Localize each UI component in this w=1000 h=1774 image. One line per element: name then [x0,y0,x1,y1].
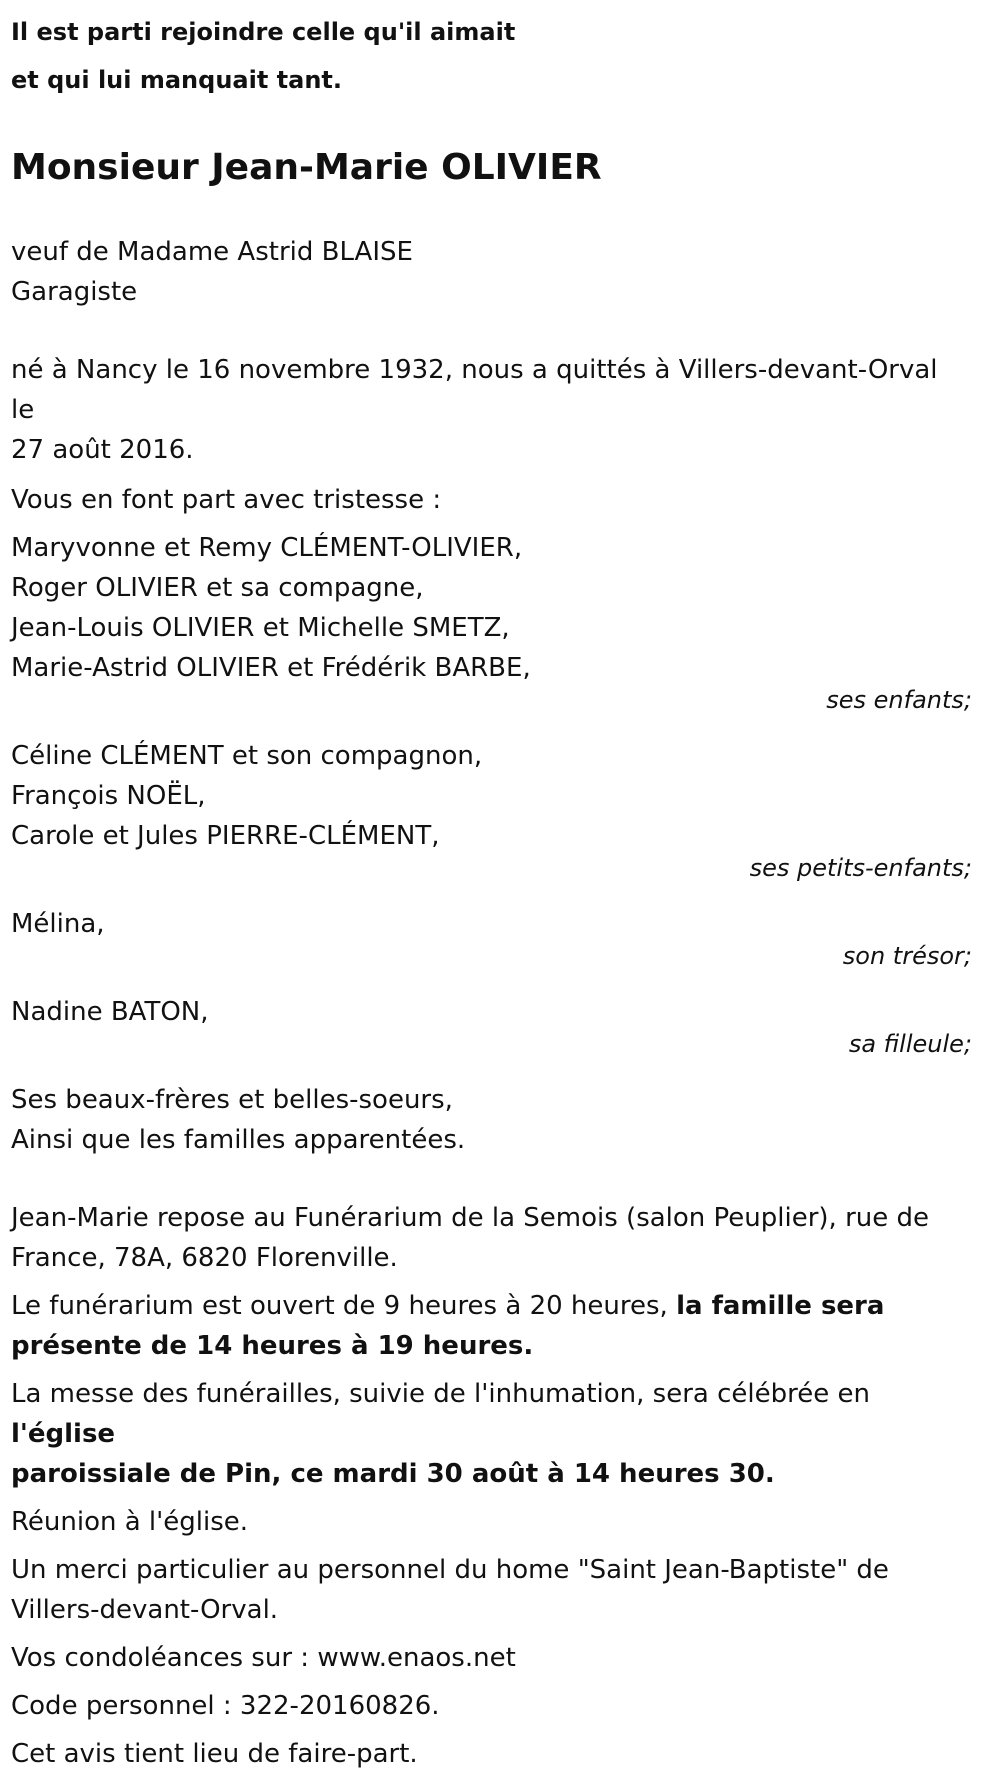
thanks-line-2: Villers-devant-Orval. [11,1595,279,1625]
mass-paragraph [11,1374,960,1494]
birth-death-line-1: né à Nancy le 16 novembre 1932, nous a quittés à Villers-devant-Orval le [11,355,938,425]
profession-line: Garagiste [11,277,138,307]
mass-text: La messe des funérailles, suivie de l'inhumation, sera célébrée en [11,1379,870,1409]
birth-death-paragraph [11,350,960,470]
thanks-paragraph [11,1550,960,1630]
thanks-line-1: Un merci particulier au personnel du home "Saint Jean-Baptiste" de [11,1555,889,1585]
rest-place-line-1: Jean-Marie repose au Funérarium de la Semois (salon Peuplier), rue de [11,1203,930,1233]
deceased-name: Monsieur Jean-Marie OLIVIER [11,147,602,188]
grandchildren-label: ses petits-enfants; [749,854,972,882]
other-relatives-2: Ainsi que les familles apparentées. [11,1125,466,1155]
children-label: ses enfants; [826,686,972,714]
personal-code: Code personnel : 322-20160826. [11,1691,440,1721]
goddaughter-label: sa filleule; [848,1030,972,1058]
children-list [11,528,960,688]
meeting-text: Réunion à l'église. [11,1507,249,1537]
church-details: paroissiale de Pin, ce mardi 30 août à 14 heures 30. [11,1459,775,1489]
treasure-label: son trésor; [842,942,972,970]
rest-place-paragraph [11,1198,960,1278]
spouse-line: veuf de Madame Astrid BLAISE [11,237,413,267]
intro-line-2: et qui lui manquait tant. [11,66,342,94]
grandchild-3: Carole et Jules PIERRE-CLÉMENT, [11,821,440,851]
church-start: l'église [11,1419,116,1449]
child-2: Roger OLIVIER et sa compagne, [11,573,424,603]
child-4: Marie-Astrid OLIVIER et Frédérik BARBE, [11,653,531,683]
opening-hours-paragraph [11,1286,960,1366]
condolences-text: Vos condoléances sur : www.enaos.net [11,1643,516,1673]
rest-place-line-2: France, 78A, 6820 Florenville. [11,1243,398,1273]
grandchild-2: François NOËL, [11,781,206,811]
goddaughter-name: Nadine BATON, [11,997,209,1027]
other-relatives-1: Ses beaux-frères et belles-soeurs, [11,1085,453,1115]
grandchildren-list [11,736,960,856]
child-3: Jean-Louis OLIVIER et Michelle SMETZ, [11,613,510,643]
closing-text: Cet avis tient lieu de faire-part. [11,1739,418,1769]
opening-hours-text: Le funérarium est ouvert de 9 heures à 20 heures, [11,1291,677,1321]
announcement: Vous en font part avec tristesse : [11,485,442,515]
intro-line-1: Il est parti rejoindre celle qu'il aimait [11,18,516,46]
child-1: Maryvonne et Remy CLÉMENT-OLIVIER, [11,533,523,563]
other-relatives [11,1080,960,1160]
opening-line-1 [11,1286,960,1326]
intro-text [11,8,960,104]
spouse-profession [11,232,960,312]
family-presence-start: la famille sera [676,1291,885,1321]
mass-line-1 [11,1374,960,1454]
birth-death-line-2: 27 août 2016. [11,435,194,465]
treasure-name: Mélina, [11,909,105,939]
grandchild-1: Céline CLÉMENT et son compagnon, [11,741,483,771]
family-presence-end: présente de 14 heures à 19 heures. [11,1331,534,1361]
